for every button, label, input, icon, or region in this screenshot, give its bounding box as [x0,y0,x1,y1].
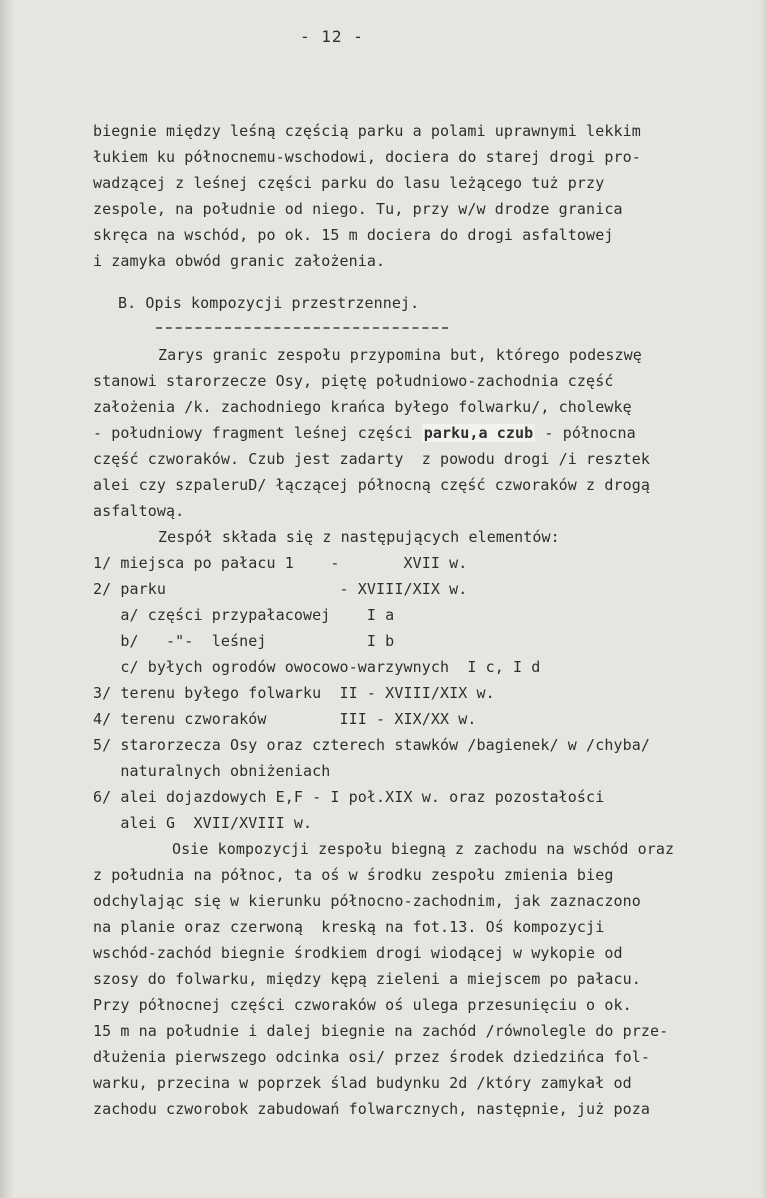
text-line: zachodu czworobok zabudowań folwarcznych, następnie, już poza [93,1100,650,1118]
list-item: a/ części przypałacowej I a [93,606,395,624]
text-line: asfaltową. [93,502,185,520]
text-line: warku, przecina w poprzek ślad budynku 2d /który zamykał od [93,1074,632,1092]
heading-underline [156,327,448,329]
highlighted-text: parku,a czub [423,424,534,442]
text-line: część czworaków. Czub jest zadarty z powodu drogi /i resztek [93,450,650,468]
text-line: założenia /k. zachodniego krańca byłego folwarku/, cholewkę [93,398,632,416]
text-line: Osie kompozycji zespołu biegną z zachodu na wschód oraz [172,840,675,858]
text-line: dłużenia pierwszego odcinka osi/ przez środek dziedzińca fol- [93,1048,650,1066]
list-item: alei G XVII/XVIII w. [93,814,313,832]
text-line: łukiem ku północnemu-wschodowi, dociera do starej drogi pro- [93,148,641,166]
text-line: szosy do folwarku, między kępą zieleni a miejscem po pałacu. [93,970,641,988]
list-intro: Zespół składa się z następujących elementów: [158,528,560,546]
section-heading: B. Opis kompozycji przestrzennej. [118,294,420,312]
text-line: Przy północnej części czworaków oś ulega przesunięciu o ok. [93,996,632,1014]
text-line: Zarys granic zespołu przypomina but, którego podeszwę [158,346,642,364]
page-right-edge [759,0,767,1198]
text-line: biegnie między leśną częścią parku a polami uprawnymi lekkim [93,122,641,140]
list-item: c/ byłych ogrodów owocowo-warzywnych I c, I d [93,658,541,676]
text-line: stanowi starorzecze Osy, piętę południowo-zachodnia część [93,372,614,390]
text-line: zespole, na południe od niego. Tu, przy w/w drodze granica [93,200,623,218]
text-line: odchylając się w kierunku północno-zachodnim, jak zaznaczono [93,892,641,910]
page-binding-edge [0,0,14,1198]
text-line: na planie oraz czerwoną kreską na fot.13. Oś kompozycji [93,918,605,936]
text-line: z południa na północ, ta oś w środku zespołu zmienia bieg [93,866,614,884]
text-line: alei czy szpaleruD/ łączącej północną część czworaków z drogą [93,476,650,494]
text-line [93,424,636,442]
text-line: wadzącej z leśnej części parku do lasu leżącego tuż przy [93,174,605,192]
text-fragment: - południowy fragment leśnej części [93,424,422,442]
list-item: 3/ terenu byłego folwarku II - XVIII/XIX w. [93,684,495,702]
text-fragment: - północna [535,424,636,442]
text-line: wschód-zachód biegnie środkiem drogi wiodącej w wykopie od [93,944,623,962]
list-item: 6/ alei dojazdowych E,F - I poł.XIX w. oraz pozostałości [93,788,605,806]
text-line: i zamyka obwód granic założenia. [93,252,386,270]
list-item: 2/ parku - XVIII/XIX w. [93,580,468,598]
list-item: 4/ terenu czworaków III - XIX/XX w. [93,710,477,728]
list-item: b/ -"- leśnej I b [93,632,395,650]
list-item: 1/ miejsca po pałacu 1 - XVII w. [93,554,468,572]
text-line: 15 m na południe i dalej biegnie na zachód /równolegle do prze- [93,1022,669,1040]
text-line: skręca na wschód, po ok. 15 m dociera do drogi asfaltowej [93,226,614,244]
list-item: 5/ starorzecza Osy oraz czterech stawków /bagienek/ w /chyba/ [93,736,650,754]
page-number: - 12 - [300,27,364,46]
list-item: naturalnych obniżeniach [93,762,331,780]
